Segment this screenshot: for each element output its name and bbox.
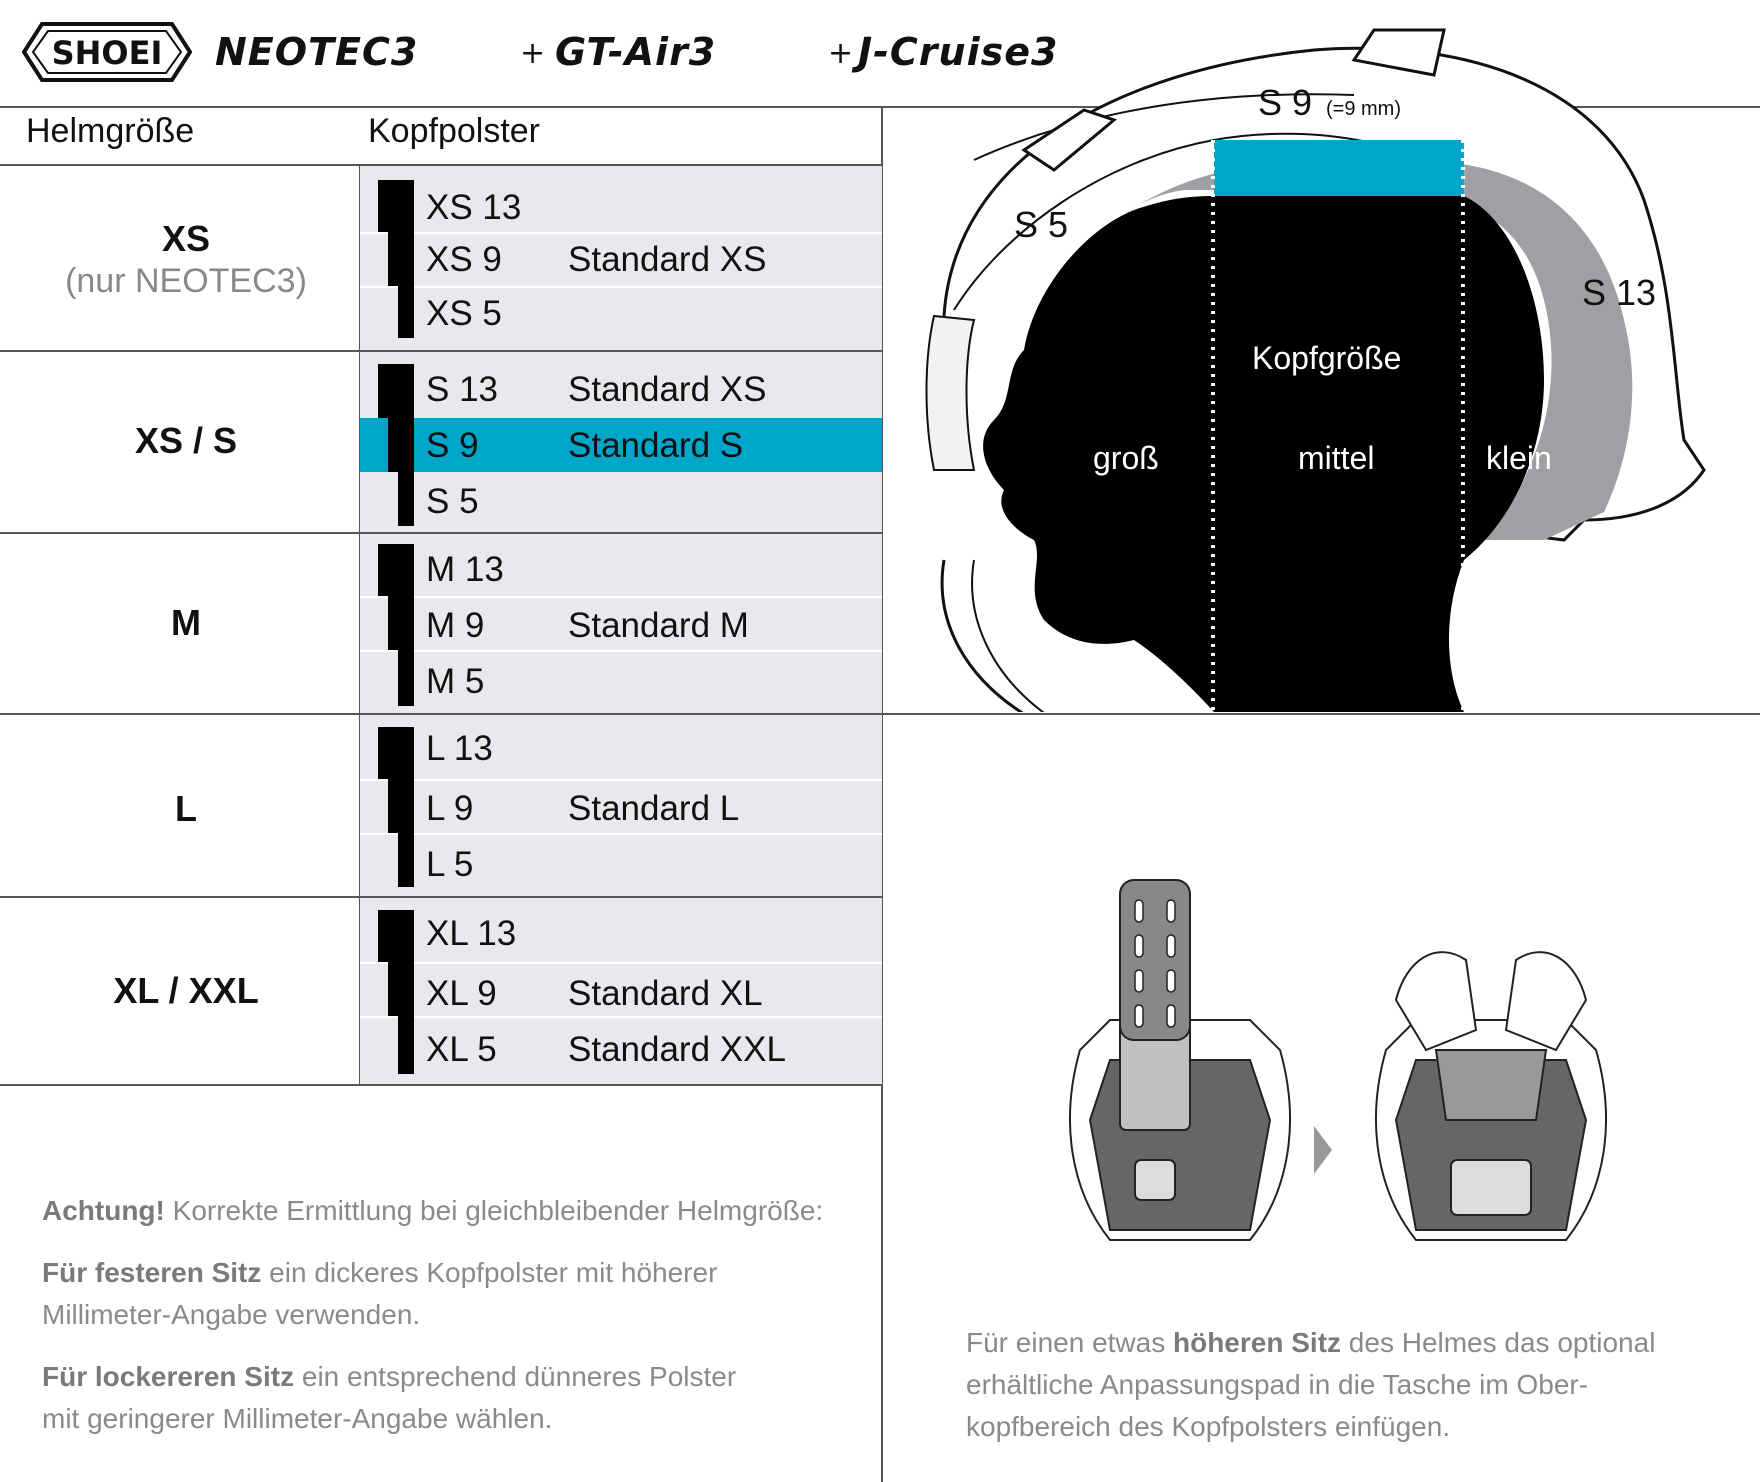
brand-text: SHOEI [51, 34, 163, 72]
pad-row [360, 966, 882, 1020]
pad-code: XS 5 [426, 294, 502, 333]
col-helmet-size: Helmgröße [26, 112, 195, 150]
pad-code: XL 9 [426, 974, 497, 1013]
thickness-bar-13 [378, 727, 414, 779]
thickness-bar-9 [388, 962, 414, 1016]
thickness-bar-9 [388, 418, 414, 472]
label-head-size: Kopfgröße [1252, 340, 1402, 376]
looser-fit-note: Für lockereren Sitz ein entsprechend dünneres Polster mit geringerer Millimeter-Angabe wählen. [42, 1361, 737, 1434]
label-s13: S 13 [1582, 272, 1657, 313]
size-xs: XS [161, 218, 211, 259]
tighter-fit-note: Für festeren Sitz ein dickeres Kopfpolster mit höherer Millimeter-Angabe verwenden. [42, 1257, 718, 1330]
pad-row-highlighted [360, 418, 882, 472]
pad-row [360, 781, 882, 835]
size-xl-xxl: XL / XXL [113, 970, 259, 1011]
pad-group-xs [360, 166, 882, 350]
label-small: klein [1486, 440, 1552, 476]
pad-standard: Standard XS [568, 240, 767, 279]
pad-code: XL 5 [426, 1030, 497, 1069]
pad-row [360, 474, 882, 528]
row-separator [360, 833, 882, 835]
label-s9: S 9 [1258, 82, 1313, 123]
pad-code: XS 13 [426, 188, 522, 227]
pad-standard: Standard XL [568, 974, 763, 1013]
thickness-bar-13 [378, 364, 414, 418]
thickness-bar-5 [398, 286, 414, 338]
size-l: L [175, 788, 197, 829]
pad-code: S 9 [426, 426, 479, 465]
label-large: groß [1093, 440, 1159, 476]
size-xs-note: (nur NEOTEC3) [65, 262, 307, 300]
thickness-bar-9 [388, 779, 414, 833]
shoei-logo [22, 22, 192, 82]
thickness-bar-5 [398, 472, 414, 526]
thickness-bar-5 [398, 1016, 414, 1074]
pad-code: M 13 [426, 550, 504, 589]
pad-row [360, 232, 882, 286]
pad-row [360, 180, 882, 234]
plus-sign: + [520, 36, 546, 71]
col-head-pad: Kopfpolster [368, 112, 540, 150]
pad-standard: Standard XXL [568, 1030, 786, 1069]
pad-code: M 9 [426, 606, 485, 645]
pad-code: S 13 [426, 370, 498, 409]
thickness-bar-13 [378, 180, 414, 232]
pad-row [360, 906, 882, 960]
diagram-divider [881, 713, 1760, 715]
row-separator [360, 650, 882, 652]
model-neotec3: NEOTEC3 [215, 30, 419, 74]
pad-code: L 9 [426, 789, 474, 828]
row-separator [360, 962, 882, 964]
thickness-bar-13 [378, 544, 414, 596]
arrow-right-icon [1314, 1126, 1332, 1174]
head-pad-illustration-before [1050, 870, 1310, 1260]
pad-code: S 5 [426, 482, 479, 521]
pad-row [360, 286, 882, 340]
pad-group-xs-s [360, 352, 882, 532]
head-pad-illustration-after [1356, 940, 1626, 1260]
pad-standard: Standard L [568, 789, 740, 828]
attention-note: Achtung! Korrekte Ermittlung bei gleichbleibender Helmgröße: [42, 1195, 824, 1226]
thickness-bar-9 [388, 232, 414, 286]
label-s5: S 5 [1014, 204, 1069, 245]
thickness-bar-13 [378, 910, 414, 962]
pad-code: XS 9 [426, 240, 502, 279]
pad-adjust-note: Für einen etwas höheren Sitz des Helmes das optional erhältliche Anpassungspad in die Tasche im Ober- kopfbereich des Kopfpolsters einfügen. [966, 1327, 1656, 1442]
label-medium: mittel [1298, 440, 1375, 476]
pad-group-l [360, 715, 882, 896]
thickness-bar-9 [388, 596, 414, 650]
pad-row [360, 598, 882, 652]
pad-code: L 13 [426, 729, 493, 768]
pad-group-m [360, 534, 882, 713]
pad-row [360, 721, 882, 775]
pad-standard: Standard XS [568, 370, 767, 409]
pad-code: M 5 [426, 662, 485, 701]
thickness-bar-5 [398, 833, 414, 887]
row-separator [360, 1016, 882, 1018]
table-sep [0, 1084, 882, 1086]
thickness-bar-5 [398, 650, 414, 706]
pad-row [360, 362, 882, 416]
pad-code: L 5 [426, 845, 474, 884]
pad-row [360, 654, 882, 708]
size-xs-s: XS / S [134, 420, 238, 461]
pad-group-xl [360, 898, 882, 1084]
pad-standard: Standard M [568, 606, 749, 645]
pad-row [360, 837, 882, 891]
model-j-cruise3: J-Cruise3 [858, 30, 1059, 74]
pad-row [360, 542, 882, 596]
plus-sign: + [828, 36, 854, 71]
size-m: M [171, 602, 201, 643]
label-s9-note: (=9 mm) [1326, 98, 1401, 120]
pad-row [360, 1022, 882, 1076]
pad-code: XL 13 [426, 914, 517, 953]
model-gt-air3: GT-Air3 [555, 30, 717, 74]
pad-standard: Standard S [568, 426, 744, 465]
